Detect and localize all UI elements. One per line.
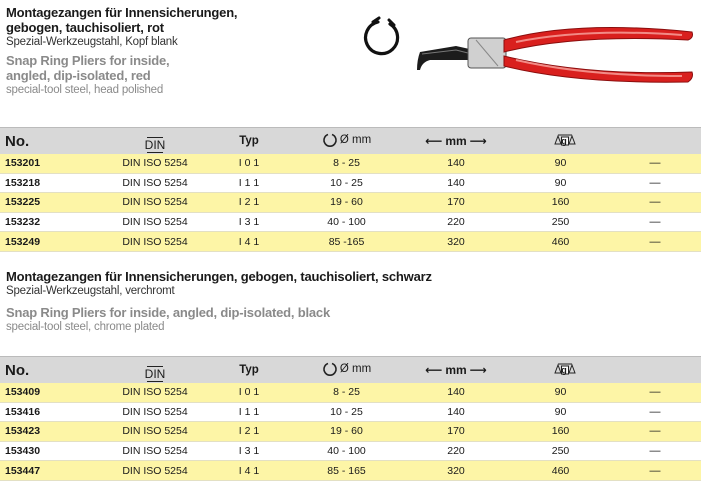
header-length xyxy=(400,128,512,155)
cell-length: 220 xyxy=(400,441,512,461)
cell-weight: 250 xyxy=(512,441,609,461)
cell-length: 170 xyxy=(400,193,512,213)
product-table xyxy=(0,356,701,481)
cell-no: 153416 xyxy=(0,402,105,422)
cell-weight: 90 xyxy=(512,154,609,173)
header-weight-label: g xyxy=(561,135,567,146)
cell-din: DIN ISO 5254 xyxy=(105,461,205,481)
cell-length: 320 xyxy=(400,232,512,252)
cell-weight: 460 xyxy=(512,461,609,481)
cell-no: 153409 xyxy=(0,383,105,402)
cell-no: 153232 xyxy=(0,212,105,232)
cell-diameter: 19 - 60 xyxy=(293,193,400,213)
header-diameter-label: Ø mm xyxy=(339,133,372,146)
cell-length: 320 xyxy=(400,461,512,481)
header-din: DIN xyxy=(105,357,205,384)
cell-din: DIN ISO 5254 xyxy=(105,232,205,252)
cell-length: 220 xyxy=(400,212,512,232)
cell-extra: — xyxy=(609,232,701,252)
cell-typ: I 1 1 xyxy=(205,402,293,422)
cell-din: DIN ISO 5254 xyxy=(105,212,205,232)
cell-extra: — xyxy=(609,461,701,481)
table-header-row xyxy=(0,357,701,384)
cell-typ: I 2 1 xyxy=(205,193,293,213)
cell-typ: I 0 1 xyxy=(205,383,293,402)
cell-no: 153423 xyxy=(0,422,105,442)
cell-extra: — xyxy=(609,154,701,173)
cell-typ: I 0 1 xyxy=(205,154,293,173)
circlip-icon xyxy=(366,18,398,54)
arrow-left-icon: ⟵ xyxy=(425,363,443,377)
ring-icon xyxy=(322,361,338,377)
cell-extra: — xyxy=(609,441,701,461)
subtitle-en: special-tool steel, chrome plated xyxy=(6,321,165,333)
header-weight-label: g xyxy=(561,364,567,375)
table-row xyxy=(0,193,701,213)
cell-weight: 460 xyxy=(512,232,609,252)
header-length-label: mm xyxy=(445,363,467,377)
table-row xyxy=(0,212,701,232)
cell-diameter: 10 - 25 xyxy=(293,173,400,193)
subtitle-en: special-tool steel, head polished xyxy=(6,84,164,96)
cell-weight: 90 xyxy=(512,173,609,193)
cell-no: 153430 xyxy=(0,441,105,461)
table-header-row xyxy=(0,128,701,155)
cell-extra: — xyxy=(609,402,701,422)
table-row xyxy=(0,461,701,481)
cell-length: 140 xyxy=(400,383,512,402)
cell-length: 170 xyxy=(400,422,512,442)
cell-diameter: 10 - 25 xyxy=(293,402,400,422)
table-row xyxy=(0,232,701,252)
arrow-left-icon: ⟵ xyxy=(425,134,443,148)
cell-din: DIN ISO 5254 xyxy=(105,441,205,461)
header-extra xyxy=(609,357,701,384)
table-row xyxy=(0,383,701,402)
pliers-jaw-icon xyxy=(417,46,474,70)
cell-no: 153201 xyxy=(0,154,105,173)
cell-extra: — xyxy=(609,383,701,402)
cell-din: DIN ISO 5254 xyxy=(105,422,205,442)
title-en: Snap Ring Pliers for inside, angled, dip-isolated, black xyxy=(6,305,330,320)
header-diameter-label: Ø mm xyxy=(339,362,372,375)
header-extra xyxy=(609,128,701,155)
cell-typ: I 4 1 xyxy=(205,461,293,481)
title-en-line-1: Snap Ring Pliers for inside, xyxy=(6,53,170,68)
cell-weight: 90 xyxy=(512,402,609,422)
header-weight xyxy=(512,357,609,384)
cell-din: DIN ISO 5254 xyxy=(105,173,205,193)
header-diameter xyxy=(293,128,400,155)
cell-typ: I 3 1 xyxy=(205,441,293,461)
cell-diameter: 19 - 60 xyxy=(293,422,400,442)
arrow-right-icon: ⟶ xyxy=(469,363,487,377)
header-length-label: mm xyxy=(445,134,467,148)
title-de-line-2: gebogen, tauchisoliert, rot xyxy=(6,20,164,35)
cell-weight: 160 xyxy=(512,193,609,213)
table-row xyxy=(0,173,701,193)
cell-typ: I 2 1 xyxy=(205,422,293,442)
cell-length: 140 xyxy=(400,402,512,422)
header-typ: Typ xyxy=(205,357,293,384)
cell-weight: 160 xyxy=(512,422,609,442)
cell-extra: — xyxy=(609,422,701,442)
arrow-right-icon: ⟶ xyxy=(469,134,487,148)
header-no: No. xyxy=(0,128,105,155)
pliers-illustration xyxy=(356,10,696,90)
cell-extra: — xyxy=(609,193,701,213)
ring-icon xyxy=(322,132,338,148)
title-en-line-2: angled, dip-isolated, red xyxy=(6,68,151,83)
cell-weight: 250 xyxy=(512,212,609,232)
subtitle-de: Spezial-Werkzeugstahl, Kopf blank xyxy=(6,36,178,48)
cell-din: DIN ISO 5254 xyxy=(105,402,205,422)
table-row xyxy=(0,422,701,442)
cell-diameter: 85 - 165 xyxy=(293,461,400,481)
cell-din: DIN ISO 5254 xyxy=(105,154,205,173)
cell-diameter: 40 - 100 xyxy=(293,441,400,461)
product-table xyxy=(0,127,701,252)
cell-din: DIN ISO 5254 xyxy=(105,383,205,402)
header-din: DIN xyxy=(105,128,205,155)
cell-typ: I 1 1 xyxy=(205,173,293,193)
cell-no: 153225 xyxy=(0,193,105,213)
table-row xyxy=(0,402,701,422)
cell-din: DIN ISO 5254 xyxy=(105,193,205,213)
subtitle-de: Spezial-Werkzeugstahl, verchromt xyxy=(6,285,175,297)
title-de: Montagezangen für Innensicherungen, gebogen, tauchisoliert, schwarz xyxy=(6,269,432,284)
cell-weight: 90 xyxy=(512,383,609,402)
header-weight xyxy=(512,128,609,155)
cell-typ: I 3 1 xyxy=(205,212,293,232)
cell-length: 140 xyxy=(400,154,512,173)
cell-length: 140 xyxy=(400,173,512,193)
cell-diameter: 85 -165 xyxy=(293,232,400,252)
cell-no: 153249 xyxy=(0,232,105,252)
cell-no: 153218 xyxy=(0,173,105,193)
cell-extra: — xyxy=(609,173,701,193)
cell-no: 153447 xyxy=(0,461,105,481)
table-row xyxy=(0,441,701,461)
header-length xyxy=(400,357,512,384)
table-row xyxy=(0,154,701,173)
section-black-pliers xyxy=(0,265,701,477)
pliers-handle-icon xyxy=(504,28,693,83)
header-no: No. xyxy=(0,357,105,384)
cell-diameter: 8 - 25 xyxy=(293,154,400,173)
cell-diameter: 8 - 25 xyxy=(293,383,400,402)
title-de-line-1: Montagezangen für Innensicherungen, xyxy=(6,5,238,20)
header-typ: Typ xyxy=(205,128,293,155)
header-diameter xyxy=(293,357,400,384)
cell-diameter: 40 - 100 xyxy=(293,212,400,232)
cell-extra: — xyxy=(609,212,701,232)
cell-typ: I 4 1 xyxy=(205,232,293,252)
